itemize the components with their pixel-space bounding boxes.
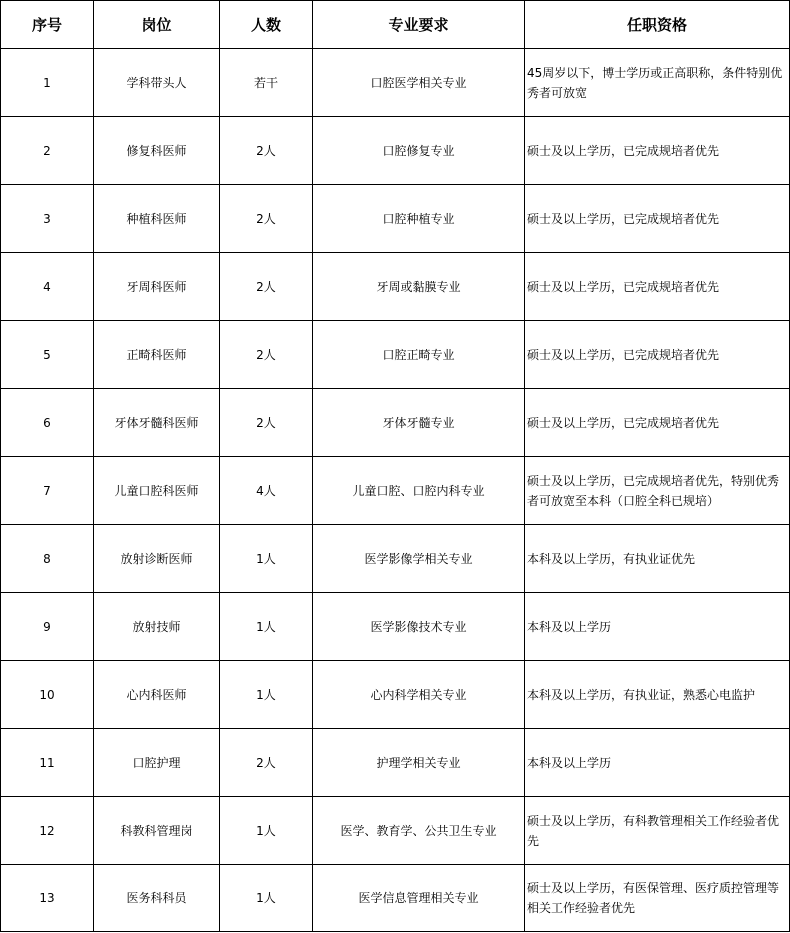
cell-major: 医学、教育学、公共卫生专业 [313, 797, 525, 865]
cell-count: 2人 [220, 729, 313, 797]
cell-post: 科教科管理岗 [94, 797, 220, 865]
cell-requirements: 硕士及以上学历，已完成规培者优先 [525, 253, 790, 321]
table-row [1, 253, 790, 321]
cell-no: 5 [1, 321, 94, 389]
cell-major: 口腔修复专业 [313, 117, 525, 185]
cell-no: 9 [1, 593, 94, 661]
cell-count: 4人 [220, 457, 313, 525]
cell-requirements: 硕士及以上学历，已完成规培者优先，特别优秀者可放宽至本科（口腔全科已规培） [525, 457, 790, 525]
cell-count: 1人 [220, 525, 313, 593]
cell-major: 医学影像学相关专业 [313, 525, 525, 593]
cell-major: 医学影像技术专业 [313, 593, 525, 661]
table-row [1, 321, 790, 389]
cell-requirements: 硕士及以上学历，有科教管理相关工作经验者优先 [525, 797, 790, 865]
table-row [1, 525, 790, 593]
table-row [1, 661, 790, 729]
cell-requirements: 本科及以上学历 [525, 729, 790, 797]
cell-post: 医务科科员 [94, 865, 220, 932]
cell-post: 修复科医师 [94, 117, 220, 185]
table-row [1, 729, 790, 797]
cell-no: 11 [1, 729, 94, 797]
cell-no: 12 [1, 797, 94, 865]
cell-post: 牙体牙髓科医师 [94, 389, 220, 457]
cell-no: 6 [1, 389, 94, 457]
cell-major: 口腔正畸专业 [313, 321, 525, 389]
cell-no: 1 [1, 49, 94, 117]
cell-no: 13 [1, 865, 94, 932]
cell-major: 医学信息管理相关专业 [313, 865, 525, 932]
cell-requirements: 本科及以上学历，有执业证优先 [525, 525, 790, 593]
cell-post: 放射技师 [94, 593, 220, 661]
cell-requirements: 45周岁以下，博士学历或正高职称，条件特别优秀者可放宽 [525, 49, 790, 117]
table-row [1, 389, 790, 457]
header-row [1, 1, 790, 49]
cell-major: 口腔医学相关专业 [313, 49, 525, 117]
cell-post: 放射诊断医师 [94, 525, 220, 593]
cell-major: 护理学相关专业 [313, 729, 525, 797]
cell-requirements: 硕士及以上学历，已完成规培者优先 [525, 321, 790, 389]
cell-major: 牙体牙髓专业 [313, 389, 525, 457]
header-no: 序号 [1, 1, 94, 49]
cell-post: 正畸科医师 [94, 321, 220, 389]
header-major: 专业要求 [313, 1, 525, 49]
table-row [1, 593, 790, 661]
cell-requirements: 本科及以上学历，有执业证，熟悉心电监护 [525, 661, 790, 729]
table-row [1, 49, 790, 117]
cell-count: 2人 [220, 321, 313, 389]
cell-post: 牙周科医师 [94, 253, 220, 321]
cell-count: 1人 [220, 593, 313, 661]
cell-no: 7 [1, 457, 94, 525]
cell-requirements: 本科及以上学历 [525, 593, 790, 661]
cell-no: 8 [1, 525, 94, 593]
cell-count: 2人 [220, 389, 313, 457]
cell-requirements: 硕士及以上学历，已完成规培者优先 [525, 389, 790, 457]
cell-count: 1人 [220, 661, 313, 729]
cell-count: 1人 [220, 865, 313, 932]
cell-count: 2人 [220, 185, 313, 253]
cell-major: 牙周或黏膜专业 [313, 253, 525, 321]
cell-no: 10 [1, 661, 94, 729]
cell-post: 学科带头人 [94, 49, 220, 117]
cell-requirements: 硕士及以上学历，有医保管理、医疗质控管理等相关工作经验者优先 [525, 865, 790, 932]
table-header [1, 1, 790, 49]
cell-major: 心内科学相关专业 [313, 661, 525, 729]
cell-major: 口腔种植专业 [313, 185, 525, 253]
cell-count: 2人 [220, 117, 313, 185]
cell-post: 儿童口腔科医师 [94, 457, 220, 525]
cell-requirements: 硕士及以上学历，已完成规培者优先 [525, 117, 790, 185]
header-count: 人数 [220, 1, 313, 49]
cell-count: 2人 [220, 253, 313, 321]
cell-no: 2 [1, 117, 94, 185]
header-requirements: 任职资格 [525, 1, 790, 49]
table-row [1, 797, 790, 865]
table-body [1, 49, 790, 932]
cell-post: 心内科医师 [94, 661, 220, 729]
table-row [1, 185, 790, 253]
table-row [1, 117, 790, 185]
table-row [1, 457, 790, 525]
cell-no: 3 [1, 185, 94, 253]
cell-post: 口腔护理 [94, 729, 220, 797]
cell-major: 儿童口腔、口腔内科专业 [313, 457, 525, 525]
table-row [1, 865, 790, 932]
cell-requirements: 硕士及以上学历，已完成规培者优先 [525, 185, 790, 253]
cell-count: 1人 [220, 797, 313, 865]
cell-count: 若干 [220, 49, 313, 117]
cell-post: 种植科医师 [94, 185, 220, 253]
cell-no: 4 [1, 253, 94, 321]
header-post: 岗位 [94, 1, 220, 49]
